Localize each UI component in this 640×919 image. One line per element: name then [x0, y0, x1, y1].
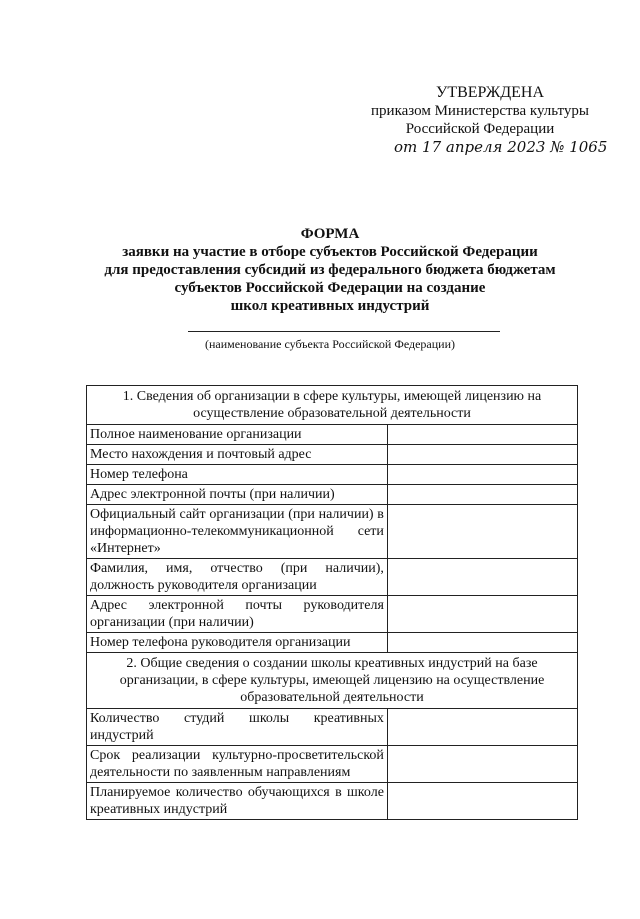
form-title-main: ФОРМА: [300, 226, 360, 242]
section-header-row: [87, 653, 578, 709]
form-title-line: субъектов Российской Федерации на создание: [174, 280, 486, 296]
table-row: [87, 425, 578, 445]
field-value-cell[interactable]: [387, 709, 577, 746]
approval-line-federation: Российской Федерации: [405, 121, 555, 137]
table-row: [87, 559, 578, 596]
field-label: Номер телефона: [87, 465, 388, 485]
table-row: [87, 783, 578, 820]
approval-date-line: [350, 138, 610, 156]
table-row: [87, 445, 578, 465]
field-value-cell[interactable]: [387, 596, 577, 633]
field-value-cell[interactable]: [387, 485, 577, 505]
form-title-line: школ креативных индустрий: [230, 298, 430, 314]
form-title-line: для предоставления субсидий из федерального бюджета бюджетам: [104, 262, 556, 278]
field-label: Адрес электронной почты руководителя организации (при наличии): [87, 596, 388, 633]
number-prefix: №: [550, 138, 565, 156]
field-label: Количество студий школы креативных индустрий: [87, 709, 388, 746]
table-row: [87, 485, 578, 505]
table-row: [87, 505, 578, 559]
field-label: Место нахождения и почтовый адрес: [87, 445, 388, 465]
field-label: Полное наименование организации: [87, 425, 388, 445]
field-label: Официальный сайт организации (при наличии) в информационно-телекоммуникационной сети «Интернет»: [87, 505, 388, 559]
form-title-line: заявки на участие в отборе субъектов Российской Федерации: [122, 244, 538, 260]
field-value-cell[interactable]: [387, 505, 577, 559]
table-row: [87, 465, 578, 485]
table-row: [87, 746, 578, 783]
application-form-table: [86, 385, 578, 820]
field-value-cell[interactable]: [387, 559, 577, 596]
field-label: Фамилия, имя, отчество (при наличии), должность руководителя организации: [87, 559, 388, 596]
section-header-row: [87, 386, 578, 425]
field-value-cell[interactable]: [387, 425, 577, 445]
approval-line-ministry: приказом Министерства культуры: [371, 103, 589, 119]
date-prefix: от: [394, 138, 418, 156]
field-value-cell[interactable]: [387, 445, 577, 465]
section-1-title: 1. Сведения об организации в сфере культуры, имеющей лицензию на осуществление образовательной деятельности: [87, 386, 578, 425]
approval-heading: УТВЕРЖДЕНА: [435, 84, 544, 101]
field-value-cell[interactable]: [387, 465, 577, 485]
handwritten-date: 17 апреля 2023: [422, 138, 546, 156]
section-2-title: 2. Общие сведения о создании школы креативных индустрий на базе организации, в сфере культуры, имеющей лицензию на осуществление образовательной деятельности: [87, 653, 578, 709]
field-value-cell[interactable]: [387, 633, 577, 653]
field-label: Срок реализации культурно-просветительской деятельности по заявленным направлениям: [87, 746, 388, 783]
field-label: Планируемое количество обучающихся в школе креативных индустрий: [87, 783, 388, 820]
region-name-line: [188, 331, 500, 332]
approval-stamp: [350, 84, 610, 156]
field-label: Номер телефона руководителя организации: [87, 633, 388, 653]
table-row: [87, 633, 578, 653]
form-title: [80, 225, 580, 315]
handwritten-number: 1065: [569, 138, 608, 156]
table-row: [87, 709, 578, 746]
table-row: [87, 596, 578, 633]
field-value-cell[interactable]: [387, 746, 577, 783]
region-caption: (наименование субъекта Российской Федерации): [204, 337, 456, 351]
field-value-cell[interactable]: [387, 783, 577, 820]
field-label: Адрес электронной почты (при наличии): [87, 485, 388, 505]
